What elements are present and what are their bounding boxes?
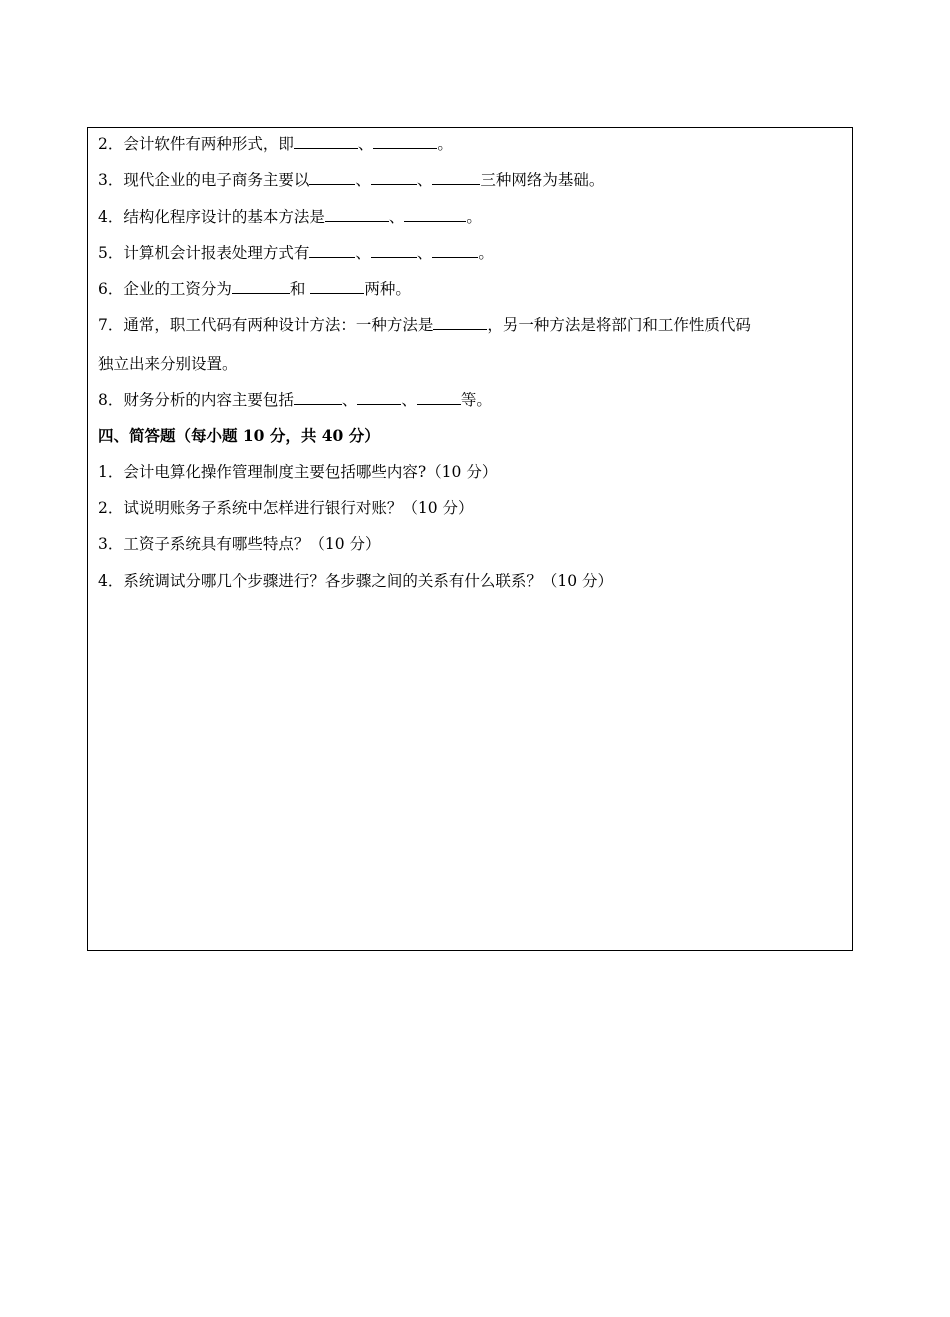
question-text: 、: [401, 391, 417, 409]
answer-blank[interactable]: [357, 390, 401, 405]
question-text: ，另一种方法是将部门和工作性质代码: [487, 316, 751, 334]
question-text: 通常，职工代码有两种设计方法：一种方法是: [123, 316, 434, 334]
fill-question-5: [98, 243, 494, 263]
answer-blank[interactable]: [294, 134, 358, 149]
question-number: 3．: [98, 171, 124, 189]
question-text: 、: [416, 244, 433, 262]
answer-blank[interactable]: [325, 207, 389, 222]
question-text: 企业的工资分为: [123, 280, 232, 298]
question-text: 现代企业的电子商务主要以: [123, 171, 310, 189]
question-number: 7．: [98, 316, 124, 334]
question-text: 、: [341, 391, 358, 409]
question-text: 会计软件有两种形式，即: [123, 135, 294, 153]
fill-question-2: [98, 134, 453, 154]
question-number: 6．: [98, 280, 124, 298]
question-text: 、: [388, 208, 405, 226]
question-text: 等。: [460, 391, 492, 409]
answer-blank[interactable]: [294, 390, 342, 405]
answer-blank[interactable]: [432, 170, 480, 185]
question-text: 结构化程序设计的基本方法是: [123, 208, 325, 226]
question-text: 计算机会计报表处理方式有: [123, 244, 310, 262]
answer-blank[interactable]: [309, 243, 355, 258]
question-text: 独立出来分别设置。: [98, 355, 238, 373]
fill-question-7: [98, 315, 751, 335]
fill-question-3: [98, 170, 604, 190]
fill-question-7-continuation: [98, 354, 238, 374]
question-number: 8．: [98, 391, 124, 409]
question-text: 、: [355, 171, 371, 189]
short-answer-question-3: 3．工资子系统具有哪些特点？（10 分）: [98, 535, 381, 553]
answer-blank[interactable]: [309, 170, 355, 185]
answer-blank[interactable]: [433, 315, 487, 330]
short-answer-question-4: 4．系统调试分哪几个步骤进行？各步骤之间的关系有什么联系？（10 分）: [98, 572, 614, 590]
section-heading: 四、简答题（每小题 10 分，共 40 分）: [98, 426, 380, 445]
short-answer-question-2: 2．试说明账务子系统中怎样进行银行对账？（10 分）: [98, 499, 474, 517]
question-text: 财务分析的内容主要包括: [123, 391, 294, 409]
answer-blank[interactable]: [310, 279, 364, 294]
question-text: 、: [355, 244, 371, 262]
question-number: 2．: [98, 135, 124, 153]
question-text: 三种网络为基础。: [480, 171, 605, 189]
answer-blank[interactable]: [373, 134, 437, 149]
exam-content-frame: [87, 127, 853, 951]
answer-blank[interactable]: [232, 279, 290, 294]
answer-blank[interactable]: [404, 207, 466, 222]
short-answer-question-1: 1．会计电算化操作管理制度主要包括哪些内容?（10 分）: [98, 463, 498, 481]
fill-question-8: [98, 390, 492, 410]
question-text: 。: [466, 208, 482, 226]
question-text: 。: [437, 135, 453, 153]
fill-question-4: [98, 207, 482, 227]
question-text: 。: [478, 244, 494, 262]
question-text: 、: [416, 171, 433, 189]
answer-blank[interactable]: [371, 170, 417, 185]
question-number: 4．: [98, 208, 124, 226]
question-text: 和: [289, 280, 311, 298]
question-number: 5．: [98, 244, 124, 262]
answer-blank[interactable]: [432, 243, 478, 258]
fill-question-6: [98, 279, 411, 299]
answer-blank[interactable]: [371, 243, 417, 258]
question-text: 、: [357, 135, 374, 153]
question-text: 两种。: [364, 280, 411, 298]
answer-blank[interactable]: [417, 390, 461, 405]
